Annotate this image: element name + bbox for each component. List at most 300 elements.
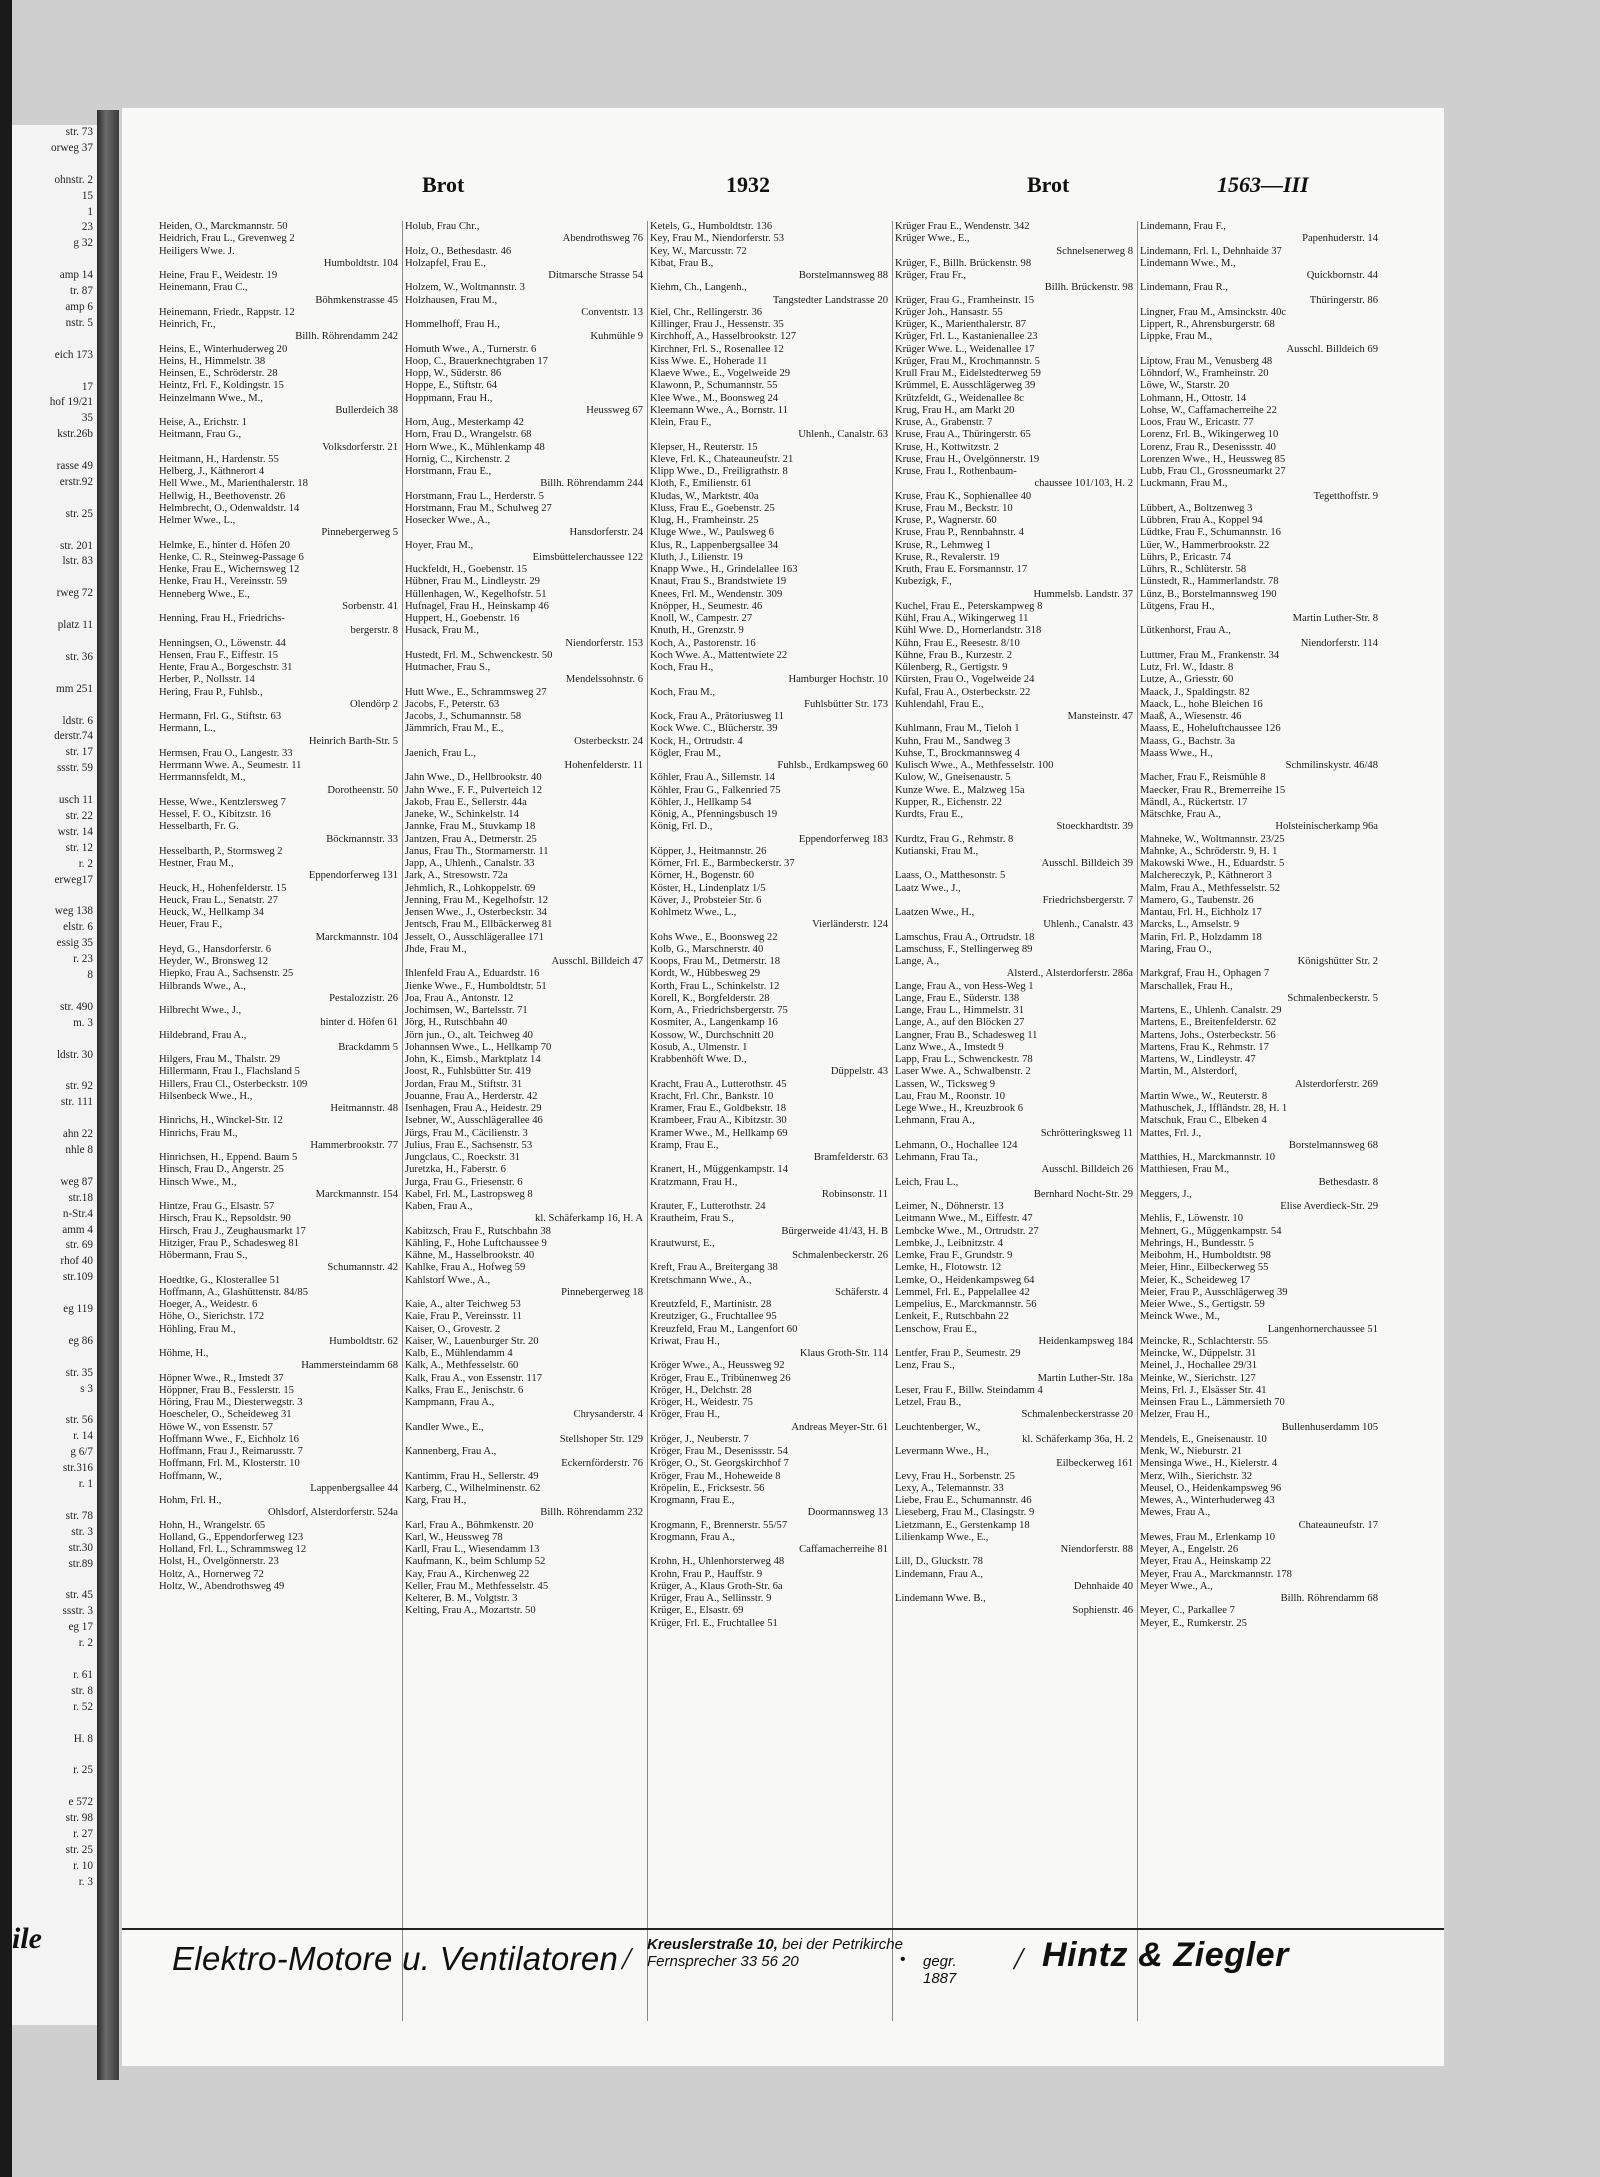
- entry-continuation: Marckmannstr. 154: [315, 1188, 398, 1200]
- directory-entry: Johannsen Wwe., L., Hellkamp 70: [405, 1041, 552, 1053]
- directory-entry: Hommelhoff, Frau H.,: [405, 319, 500, 330]
- directory-entry: Heins, H., Himmelstr. 38: [159, 355, 266, 367]
- directory-entry: Martens, Johs., Osterbeckstr. 56: [1140, 1029, 1276, 1041]
- directory-entry: Hell Wwe., M., Marienthalerstr. 18: [159, 478, 308, 490]
- entry-continuation: Pestalozzistr. 26: [329, 992, 398, 1004]
- directory-entry: Kühl, Frau A., Wikingerweg 11: [895, 613, 1029, 624]
- directory-entry: Knoll, W., Campestr. 27: [650, 613, 753, 624]
- entry-continuation: Borstelmannsweg 68: [1288, 1139, 1378, 1151]
- directory-entry: Heiligers Wwe. J.: [159, 245, 235, 257]
- directory-entry: Jacobs, F., Peterstr. 63: [405, 698, 500, 710]
- directory-entry: Heiden, O., Marckmannstr. 50: [159, 221, 288, 232]
- directory-entry: Jakob, Frau E., Sellerstr. 44a: [405, 796, 527, 808]
- directory-entry: Lange, Frau E., Süderstr. 138: [895, 992, 1020, 1004]
- facing-line: essig 35: [56, 937, 93, 950]
- facing-line: str. 111: [60, 1096, 93, 1109]
- entry-continuation: Lappenbergsallee 44: [310, 1482, 398, 1494]
- entry-continuation: Marckmannstr. 104: [315, 931, 398, 943]
- directory-entry: Lührs, P., Ericastr. 74: [1140, 551, 1231, 563]
- facing-line: orweg 37: [51, 141, 93, 154]
- facing-line: str. 3: [71, 1525, 93, 1538]
- facing-line: rasse 49: [56, 460, 93, 473]
- directory-entry: Lindemann Wwe., M.,: [1140, 257, 1236, 269]
- directory-entry: Lemke, O., Heidenkampsweg 64: [895, 1274, 1035, 1286]
- directory-entry: Karl, Frau A., Böhmkenstr. 20: [405, 1519, 534, 1531]
- facing-line: r. 3: [78, 1875, 93, 1888]
- directory-entry: Kühl Wwe. D., Hornerlandstr. 318: [895, 625, 1042, 637]
- entry-continuation: Eckernförderstr. 76: [561, 1458, 643, 1470]
- entry-continuation: Kuhmühle 9: [590, 331, 643, 343]
- directory-entry: Kabel, Frl. M., Lastropsweg 8: [405, 1188, 533, 1200]
- directory-entry: Japp, A., Uhlenh., Canalstr. 33: [405, 858, 535, 869]
- directory-entry: Kuchel, Frau E., Peterskampweg 8: [895, 600, 1043, 612]
- directory-entry: Köhler, Frau G., Falkenried 75: [650, 784, 781, 796]
- facing-line: [12, 1350, 97, 1366]
- directory-entry: Mewes, Frau M., Erlenkamp 10: [1140, 1531, 1276, 1543]
- directory-entry: Krüger Joh., Hansastr. 55: [895, 306, 1003, 318]
- directory-entry: Krug, Frau H., am Markt 20: [895, 404, 1015, 416]
- directory-entry: Hosecker Wwe., A.,: [405, 515, 491, 526]
- directory-entry: Meyer, E., Rumkerstr. 25: [1140, 1617, 1247, 1629]
- directory-entry: Kock, Frau A., Prätoriusweg 11: [650, 711, 785, 722]
- ad-divider-1: /: [622, 1940, 631, 1976]
- directory-entry: Holst, H., Övelgönnerstr. 23: [159, 1556, 279, 1568]
- directory-entry: Meyer Wwe., A.,: [1140, 1580, 1213, 1592]
- directory-columns: [157, 221, 1382, 2021]
- directory-entry: Maack, L., hohe Bleichen 16: [1140, 698, 1263, 710]
- facing-line: tr. 87: [70, 285, 93, 298]
- directory-entry: Köhler, J., Hellkamp 54: [650, 796, 752, 808]
- facing-line: derstr.74: [54, 730, 93, 743]
- directory-entry: Horn, Aug., Mesterkamp 42: [405, 417, 524, 428]
- facing-line: ahn 22: [62, 1128, 93, 1141]
- directory-entry: Holtz, W., Abendrothsweg 49: [159, 1580, 285, 1592]
- entry-continuation: Hammersteindamm 68: [301, 1360, 398, 1372]
- directory-entry: Martens, E., Breitenfelderstr. 62: [1140, 1017, 1277, 1029]
- directory-entry: Heuck, W., Hellkamp 34: [159, 907, 264, 918]
- directory-entry: Loos, Frau W., Ericastr. 77: [1140, 417, 1254, 428]
- directory-entry: Heyd, G., Hansdorferstr. 6: [159, 943, 272, 955]
- entry-continuation: Elise Averdieck-Str. 29: [1280, 1201, 1378, 1212]
- directory-entry: Kröpelin, E., Fricksestr. 56: [650, 1482, 765, 1494]
- facing-line: str.30: [68, 1541, 93, 1554]
- directory-entry: Höhling, Frau M.,: [159, 1323, 236, 1335]
- facing-line: str. 69: [65, 1239, 93, 1252]
- entry-continuation: Sophienstr. 46: [1072, 1605, 1133, 1617]
- directory-entry: Mätschke, Frau A.,: [1140, 809, 1221, 820]
- directory-entry: Lehmann, Frau Ta.,: [895, 1152, 978, 1163]
- directory-entry: Lentfer, Frau P., Seumestr. 29: [895, 1348, 1021, 1359]
- directory-entry: Lehmann, O., Hochallee 124: [895, 1139, 1018, 1151]
- facing-line: str. 201: [60, 539, 93, 552]
- directory-entry: Krautheim, Frau S.,: [650, 1213, 734, 1225]
- directory-entry: Kosmiter, A., Langenkamp 16: [650, 1017, 778, 1029]
- directory-entry: Köpper, J., Heitmannstr. 26: [650, 845, 767, 857]
- directory-entry: Hoffmann, W.,: [159, 1470, 222, 1482]
- directory-column-4: [892, 221, 1137, 2021]
- directory-entry: Letzel, Frau B.,: [895, 1397, 962, 1408]
- directory-entry: Krautwurst, E.,: [650, 1237, 715, 1249]
- directory-entry: Körner, H., Bogenstr. 60: [650, 870, 755, 882]
- directory-entry: Krüger, Frau M., Krochmannstr. 5: [895, 355, 1040, 367]
- directory-entry: Korell, K., Borgfelderstr. 28: [650, 992, 770, 1004]
- directory-entry: Lau, Frau M., Roonstr. 10: [895, 1090, 1006, 1102]
- facing-line: usch 11: [58, 794, 93, 807]
- directory-entry: Macher, Frau F., Reismühle 8: [1140, 772, 1266, 784]
- directory-entry: Krüger, A., Klaus Groth-Str. 6a: [650, 1580, 783, 1592]
- entry-continuation: Böckmannstr. 33: [326, 833, 398, 845]
- entry-continuation: Alsterdorferstr. 269: [1295, 1078, 1378, 1090]
- entry-continuation: Ausschl. Billdeich 47: [551, 956, 643, 967]
- directory-entry: Koch, Frau H.,: [650, 662, 714, 673]
- directory-entry: Krüger Wwe., E.,: [895, 233, 970, 245]
- directory-entry: Hente, Frau A., Borgeschstr. 31: [159, 662, 293, 673]
- entry-continuation: Pinnebergerweg 5: [321, 527, 398, 539]
- directory-entry: Martin, M., Alsterdorf,: [1140, 1066, 1238, 1078]
- directory-entry: Heuck, Frau L., Senatstr. 27: [159, 894, 278, 906]
- facing-line: wstr. 14: [57, 825, 93, 838]
- directory-entry: Kleve, Frl. K., Chateauneufstr. 21: [650, 453, 794, 465]
- facing-line: platz 11: [57, 619, 93, 632]
- directory-entry: Lünstedt, R., Hammerlandstr. 78: [1140, 576, 1279, 588]
- header-section-right: Brot: [1027, 172, 1070, 197]
- directory-entry: Kloth, F., Emilienstr. 61: [650, 478, 752, 490]
- directory-entry: Kuhn, Frau M., Sandweg 3: [895, 735, 1011, 747]
- facing-line: str. 17: [65, 746, 93, 759]
- facing-line: str. 25: [65, 507, 93, 520]
- directory-entry: Kaie, A., alter Teichweg 53: [405, 1299, 521, 1310]
- entry-continuation: Bramfelderstr. 63: [813, 1152, 888, 1163]
- directory-entry: Lembke, J., Leibnitzstr. 4: [895, 1237, 1003, 1249]
- directory-entry: Mewes, A., Winterhuderweg 43: [1140, 1495, 1275, 1506]
- directory-entry: Höhme, H.,: [159, 1348, 209, 1359]
- facing-line: [12, 1286, 97, 1302]
- directory-entry: Lübbert, A., Boltzenweg 3: [1140, 502, 1253, 514]
- directory-entry: Kratzmann, Frau H.,: [650, 1176, 738, 1188]
- entry-continuation: Mendelssohnstr. 6: [565, 674, 643, 686]
- directory-entry: Kulow, W., Gneisenaustr. 5: [895, 772, 1011, 784]
- entry-continuation: Heitmannstr. 48: [330, 1103, 398, 1114]
- entry-continuation: Schrötteringksweg 11: [1040, 1127, 1133, 1139]
- directory-entry: Kannenberg, Frau A.,: [405, 1446, 497, 1457]
- directory-entry: Jordan, Frau M., Stiftstr. 31: [405, 1078, 523, 1090]
- directory-entry: Kiss Wwe. E., Hoherade 11: [650, 355, 768, 367]
- facing-line: nhle 8: [65, 1144, 93, 1156]
- facing-line: str. 98: [65, 1812, 93, 1825]
- directory-entry: Jämmrich, Frau M., E.,: [405, 723, 504, 735]
- directory-entry: Kruse, Frau M., Beckstr. 10: [895, 502, 1013, 514]
- directory-entry: Meyer, Frau A., Heinskamp 22: [1140, 1556, 1272, 1568]
- entry-continuation: Bullenhuserdamm 105: [1281, 1421, 1378, 1433]
- ad-bullet: •: [900, 1951, 906, 1968]
- directory-entry: Hirsch, Frau J., Zeughausmarkt 17: [159, 1225, 306, 1237]
- directory-entry: Kelterer, B. M., Volgtstr. 3: [405, 1593, 518, 1604]
- directory-entry: Hoescheler, O., Scheideweg 31: [159, 1409, 292, 1421]
- facing-line: r. 25: [73, 1764, 93, 1777]
- facing-line: lstr. 83: [62, 555, 93, 568]
- entry-continuation: Hammerbrookstr. 77: [310, 1139, 398, 1151]
- facing-line: str. 490: [60, 1000, 93, 1013]
- directory-entry: Kröger, O., St. Georgskirchhof 7: [650, 1458, 789, 1470]
- directory-entry: Hering, Frau P., Fuhlsb.,: [159, 686, 263, 698]
- directory-entry: Kaie, Frau P., Vereinsstr. 11: [405, 1311, 523, 1323]
- entry-continuation: Niendorferstr. 153: [565, 637, 643, 649]
- directory-entry: Kubezigk, F.,: [895, 576, 952, 588]
- facing-line: r. 52: [73, 1700, 93, 1713]
- directory-entry: Luttmer, Frau M., Frankenstr. 34: [1140, 649, 1280, 661]
- directory-entry: Julius, Frau E., Sachsenstr. 53: [405, 1139, 533, 1151]
- directory-entry: Löhndorf, W., Framheinstr. 20: [1140, 368, 1269, 379]
- entry-continuation: Fuhlsb., Erdkampsweg 60: [777, 760, 888, 771]
- directory-entry: Lingner, Frau M., Amsinckstr. 40c: [1140, 306, 1287, 318]
- directory-entry: Mahnke, A., Schröderstr. 9, H. 1: [1140, 845, 1278, 857]
- header-page-number: 1563—III: [1217, 172, 1309, 197]
- facing-line: [12, 364, 97, 380]
- entry-continuation: Volksdorferstr. 21: [322, 441, 398, 453]
- facing-line: [12, 1318, 97, 1334]
- facing-line: kstr.26b: [57, 428, 93, 441]
- entry-continuation: Eppendorferweg 183: [798, 833, 888, 845]
- entry-continuation: Friedrichsbergerstr. 7: [1042, 894, 1133, 906]
- entry-continuation: Conventstr. 13: [581, 306, 643, 318]
- facing-line: [12, 1493, 97, 1509]
- facing-line: [12, 570, 97, 586]
- directory-entry: Krüger, Frl. L., Kastanienallee 23: [895, 331, 1038, 343]
- directory-entry: Klee Wwe., M., Boonsweg 24: [650, 392, 779, 404]
- facing-line: [12, 252, 97, 268]
- directory-entry: Hermsen, Frau O., Langestr. 33: [159, 747, 293, 759]
- entry-continuation: Schmalenbeckerstr. 26: [792, 1250, 888, 1261]
- directory-entry: Heine, Frau F., Weidestr. 19: [159, 270, 278, 281]
- directory-entry: Kulisch Wwe., A., Methfesselstr. 100: [895, 760, 1054, 771]
- directory-entry: Martens, W., Lindleystr. 47: [1140, 1054, 1256, 1065]
- directory-entry: Kruse, H., Kottwitzstr. 2: [895, 441, 999, 453]
- facing-line: r. 10: [73, 1859, 93, 1872]
- directory-entry: Hoyer, Frau M.,: [405, 539, 474, 551]
- entry-continuation: Fuhlsbütter Str. 173: [804, 698, 888, 710]
- directory-entry: Kracht, Frau A., Lutterothstr. 45: [650, 1078, 787, 1090]
- directory-entry: Jahn Wwe., F. F., Pulverteich 12: [405, 784, 542, 796]
- entry-continuation: Eimsbüttelerchaussee 122: [532, 551, 643, 563]
- directory-entry: Krabbenhöft Wwe. D.,: [650, 1054, 747, 1065]
- directory-entry: Heitmann, Frau G.,: [159, 429, 242, 441]
- directory-entry: Kirchner, Frl. S., Rosenallee 12: [650, 343, 784, 355]
- directory-entry: Hirsch, Frau K., Repsoldstr. 90: [159, 1213, 291, 1225]
- directory-entry: Jenning, Frau M., Kegelhofstr. 12: [405, 894, 548, 906]
- directory-entry: Hutmacher, Frau S.,: [405, 662, 491, 673]
- facing-line: mm 251: [56, 682, 93, 695]
- directory-entry: Lapp, Frau L., Schwenckestr. 78: [895, 1054, 1033, 1065]
- facing-line: str.18: [68, 1191, 93, 1204]
- directory-entry: Meinck Wwe., M.,: [1140, 1311, 1220, 1323]
- facing-line: r. 27: [73, 1827, 93, 1840]
- directory-entry: Krüger, F., Billh. Brückenstr. 98: [895, 257, 1032, 269]
- facing-line: [12, 332, 97, 348]
- directory-entry: Jörn jun., O., alt. Teichweg 40: [405, 1029, 533, 1041]
- directory-entry: Knaut, Frau S., Brandstwiete 19: [650, 576, 787, 588]
- directory-entry: Lohse, W., Caffamacherreihe 22: [1140, 404, 1277, 416]
- directory-entry: Korn, A., Friedrichsbergerstr. 75: [650, 1005, 788, 1016]
- directory-entry: Liebe, Frau E., Schumannstr. 46: [895, 1495, 1032, 1506]
- directory-entry: Kolb, G., Marschnerstr. 40: [650, 943, 764, 955]
- directory-entry: Kampmann, Frau A.,: [405, 1397, 495, 1408]
- directory-entry: Hensen, Frau F., Eiffestr. 15: [159, 649, 279, 661]
- entry-continuation: Schmalenbeckerstrasse 20: [1021, 1409, 1133, 1421]
- entry-continuation: Billh. Röhrendamm 244: [540, 478, 643, 490]
- directory-entry: Henneberg Wwe., E.,: [159, 588, 250, 600]
- entry-continuation: Bürgerweide 41/43, H. B: [781, 1225, 888, 1237]
- directory-entry: Klug, H., Framheinstr. 25: [650, 515, 759, 526]
- directory-entry: Hübner, Frau M., Lindleystr. 29: [405, 576, 540, 588]
- directory-entry: Klawonn, P., Schumannstr. 55: [650, 380, 778, 392]
- directory-entry: Krüger, Frau G., Framheinstr. 15: [895, 294, 1035, 306]
- directory-entry: Kossow, W., Durchschnitt 20: [650, 1029, 774, 1041]
- directory-entry: Kluss, Frau E., Goebenstr. 25: [650, 502, 775, 514]
- directory-entry: Herrmannsfeldt, M.,: [159, 772, 246, 784]
- directory-entry: Höring, Frau M., Diesterwegstr. 3: [159, 1397, 303, 1408]
- directory-entry: Heidrich, Frau L., Grevenweg 2: [159, 233, 295, 245]
- directory-entry: Krüger, Frau A., Sellinsstr. 9: [650, 1593, 772, 1604]
- directory-entry: Köver, J., Probsteier Str. 6: [650, 894, 762, 906]
- facing-line: r. 2: [78, 1637, 93, 1650]
- directory-entry: Lembcke Wwe., M., Ortrudstr. 27: [895, 1225, 1039, 1237]
- entry-continuation: Tegetthoffstr. 9: [1313, 490, 1378, 502]
- entry-continuation: Hansdorferstr. 24: [569, 527, 643, 539]
- entry-continuation: chaussee 101/103, H. 2: [1034, 478, 1133, 490]
- directory-entry: Kramer Wwe., M., Hellkamp 69: [650, 1127, 788, 1139]
- facing-line: str. 45: [65, 1589, 93, 1602]
- directory-entry: Meyer, A., Engelstr. 26: [1140, 1544, 1239, 1555]
- directory-entry: John, K., Eimsb., Marktplatz 14: [405, 1054, 541, 1065]
- directory-entry: Jürgs, Frau M., Cäcilienstr. 3: [405, 1127, 528, 1139]
- directory-entry: Jensen Wwe., J., Osterbeckstr. 34: [405, 907, 547, 918]
- directory-entry: Leitmann Wwe., M., Eiffestr. 47: [895, 1213, 1033, 1225]
- directory-entry: Klipp Wwe., D., Freiligrathstr. 8: [650, 466, 788, 477]
- facing-line: rhof 40: [60, 1255, 93, 1268]
- directory-entry: Lexy, A., Telemannstr. 33: [895, 1482, 1004, 1494]
- directory-entry: Ketels, G., Humboldtstr. 136: [650, 221, 773, 232]
- directory-entry: Kalb, E., Mühlendamm 4: [405, 1348, 513, 1359]
- entry-continuation: Osterbeckstr. 24: [574, 735, 643, 747]
- facing-line: erweg17: [54, 873, 93, 886]
- facing-line: 17: [81, 380, 93, 393]
- entry-continuation: Uhlenh., Canalstr. 63: [798, 429, 888, 441]
- facing-line: r. 14: [73, 1430, 93, 1443]
- entry-continuation: Schmalenbeckerstr. 5: [1287, 992, 1378, 1004]
- facing-line: str. 92: [65, 1080, 93, 1093]
- directory-entry: Krull Frau M., Eidelstedterweg 59: [895, 368, 1041, 379]
- directory-entry: Lenz, Frau S.,: [895, 1360, 955, 1372]
- directory-entry: Hopp, W., Süderstr. 86: [405, 368, 502, 379]
- directory-entry: Hessel, F. O., Kibitzstr. 16: [159, 809, 271, 820]
- facing-line: str. 56: [65, 1414, 93, 1427]
- directory-entry: Hilgers, Frau M., Thalstr. 29: [159, 1054, 281, 1065]
- directory-entry: Jurga, Frau G., Friesenstr. 6: [405, 1176, 523, 1188]
- directory-entry: Lutz, Frl. W., Idastr. 8: [1140, 662, 1234, 673]
- directory-entry: Horn Wwe., K., Mühlenkamp 48: [405, 441, 545, 453]
- directory-entry: Kordt, W., Hübbesweg 29: [650, 968, 761, 980]
- directory-entry: Karg, Frau H.,: [405, 1495, 467, 1506]
- directory-entry: Martens, Frau K., Rehmstr. 17: [1140, 1041, 1269, 1053]
- facing-line: [12, 634, 97, 650]
- directory-entry: Meusel, O., Heidenkampsweg 96: [1140, 1482, 1282, 1494]
- directory-page: [122, 108, 1444, 2066]
- directory-entry: Kreutzfeld, F., Martinistr. 28: [650, 1299, 772, 1310]
- directory-entry: Lohmann, H., Ottostr. 14: [1140, 392, 1247, 404]
- entry-continuation: Ausschl. Billdeich 26: [1041, 1164, 1133, 1176]
- header-section-left: Brot: [422, 172, 465, 197]
- facing-line: 15: [81, 189, 93, 202]
- directory-entry: Meggers, J.,: [1140, 1188, 1192, 1200]
- facing-line: r. 2: [78, 857, 93, 870]
- directory-entry: Höbermann, Frau S.,: [159, 1250, 248, 1261]
- directory-entry: Lamschus, Frau A., Ortrudstr. 18: [895, 931, 1035, 943]
- facing-line: ssstr. 3: [62, 1605, 93, 1618]
- directory-entry: Meinke, W., Sierichstr. 127: [1140, 1372, 1256, 1384]
- directory-entry: Koch, Frau M.,: [650, 686, 716, 698]
- directory-entry: Hesse, Wwe., Kentzlersweg 7: [159, 796, 286, 808]
- directory-entry: Kürsten, Frau O., Vogelweide 24: [895, 674, 1035, 686]
- entry-continuation: Billh. Röhrendamm 68: [1280, 1593, 1378, 1604]
- directory-entry: Mamero, G., Taubenstr. 26: [1140, 894, 1254, 906]
- entry-continuation: Papenhuderstr. 14: [1302, 233, 1378, 245]
- directory-entry: Jantzen, Frau A., Detmerstr. 25: [405, 833, 537, 845]
- directory-entry: Isebner, W., Ausschlägerallee 46: [405, 1115, 543, 1127]
- entry-continuation: Hummelsb. Landstr. 37: [1033, 588, 1133, 600]
- entry-continuation: Bullerdeich 38: [335, 404, 398, 416]
- entry-continuation: Königshütter Str. 2: [1297, 956, 1378, 967]
- directory-entry: Lüer, W., Hammerbrookstr. 22: [1140, 539, 1270, 551]
- directory-entry: Lemke, H., Flotowstr. 12: [895, 1262, 1002, 1274]
- facing-line: [12, 666, 97, 682]
- directory-column-3: [647, 221, 892, 2021]
- facing-line: str.109: [62, 1271, 93, 1284]
- entry-continuation: Caffamacherreihe 81: [799, 1544, 888, 1555]
- directory-entry: Hilsenbeck Wwe., H.,: [159, 1090, 253, 1102]
- directory-entry: Holz, O., Bethesdastr. 46: [405, 245, 512, 257]
- directory-entry: Kruse, Frau P., Rennbahnstr. 4: [895, 527, 1024, 539]
- facing-line: str. 12: [65, 841, 93, 854]
- directory-entry: Horstmann, Frau L., Herderstr. 5: [405, 490, 544, 502]
- directory-entry: Kröger, Frau H.,: [650, 1409, 720, 1421]
- directory-entry: Kluth, J., Lilienstr. 19: [650, 551, 743, 563]
- directory-entry: Kurdts, Frau E.,: [895, 809, 963, 820]
- directory-entry: Hellwig, H., Beethovenstr. 26: [159, 490, 286, 502]
- directory-entry: Lubb, Frau Cl., Grossneumarkt 27: [1140, 466, 1286, 477]
- directory-entry: Jannke, Frau M., Stuvkamp 18: [405, 821, 536, 833]
- facing-line: 35: [81, 412, 93, 425]
- directory-entry: Makowski Wwe., H., Eduardstr. 5: [1140, 858, 1285, 869]
- directory-entry: Malm, Frau A., Methfesselstr. 52: [1140, 882, 1281, 894]
- facing-line: ldstr. 6: [62, 714, 93, 727]
- entry-continuation: Schmilinskystr. 46/48: [1285, 760, 1378, 771]
- directory-entry: Hermann, L.,: [159, 723, 216, 735]
- directory-entry: Kurdtz, Frau G., Rehmstr. 8: [895, 833, 1014, 845]
- directory-entry: Hiepko, Frau A., Sachsenstr. 25: [159, 968, 294, 980]
- entry-continuation: Brackdamm 5: [338, 1041, 398, 1053]
- directory-entry: Köster, H., Lindenplatz 1/5: [650, 882, 766, 894]
- directory-entry: Kohlmetz Wwe., L.,: [650, 907, 737, 918]
- entry-continuation: Vierländerstr. 124: [812, 919, 888, 931]
- facing-line: nstr. 5: [65, 316, 93, 329]
- facing-line: eg 119: [63, 1303, 93, 1316]
- directory-entry: Lührs, R., Schlüterstr. 58: [1140, 564, 1247, 575]
- directory-entry: Heintz, Frl. F., Koldingstr. 15: [159, 380, 284, 392]
- directory-entry: Joa, Frau A., Antonstr. 12: [405, 992, 514, 1004]
- entry-continuation: Klaus Groth-Str. 114: [799, 1348, 888, 1359]
- directory-entry: Lübbren, Frau A., Koppel 94: [1140, 515, 1263, 526]
- directory-entry: Marschallek, Frau H.,: [1140, 980, 1233, 992]
